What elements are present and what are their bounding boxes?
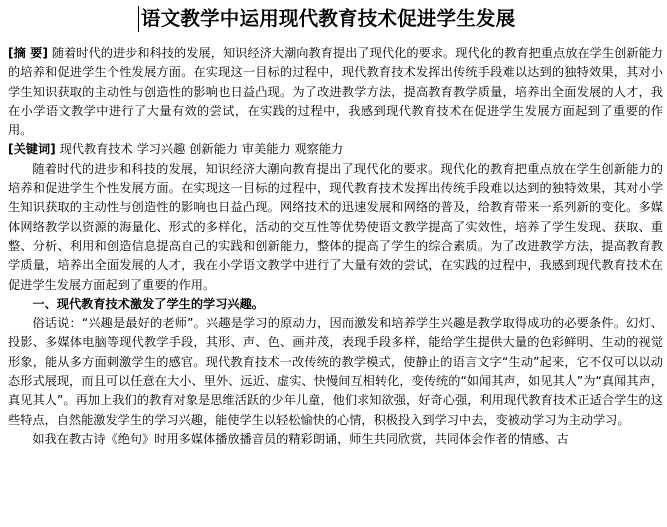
- document-title: 语文教学中运用现代教育技术促进学生发展: [141, 7, 516, 30]
- section-1-next-paragraph: 如我在教古诗《绝句》时用多媒体播放播音员的精彩朗诵，师生共同欣赏，共同体会作者的情感、古: [32, 431, 569, 446]
- section-1-paragraph: 俗话说：“兴趣是最好的老师”。兴趣是学习的原动力，因而激发和培养学生兴趣是教学取得成功的必要条件。幻灯、投影、多媒体电脑等现代教学手段，其形、声、色、画并茂，表现手段多样，能给学生提供大量的色彩鲜明、生动的视觉形象，能从多方面刺激学生的感官。现代教育技术一改传统的教学模式，使静止的语言文字“生动”起来，它不仅可以以动态形式展现，而且可以任意在大小、里外、远近、虚实、快慢间互相转化，变传统的“如闻其声，如见其人”为“真闻其声，真见其人”。再加上我们的教育对象是思维活跃的少年儿童，他们求知欲强，好奇心强，利用现代教育技术正适合学生的这些特点，自然能激发学生的学习兴趣，能使学生以轻松愉快的心情，积极投入到学习中去，变被动学习为主动学习。: [8, 316, 663, 427]
- keywords-paragraph: [8, 140, 663, 159]
- text-cursor: [138, 6, 139, 32]
- abstract-paragraph: [8, 44, 663, 140]
- abstract-text: 随着时代的进步和科技的发展，知识经济大潮向教育提出了现代化的要求。现代化的教育把重点放在学生创新能力的培养和促进学生个性发展方面。在实现这一目标的过程中，现代教育技术发挥出传统手段难以达到的独特效果，其对小学生知识获取的主动性与创造性的影响也日益凸现。为了改进教学方法，提高教育教学质量，培养出全面发展的人才，我在小学语文教学中进行了大量有效的尝试，在实践的过程中，我感到现代教育技术在促进学生发展方面起到了重要的作用。: [8, 46, 663, 138]
- title-row: [8, 0, 663, 44]
- keywords-text: 现代教育技术 学习兴趣 创新能力 审美能力 观察能力: [55, 142, 344, 157]
- section-1-heading: 一、现代教育技术激发了学生的学习兴趣。: [32, 296, 264, 311]
- abstract-label: [摘 要]: [8, 46, 48, 60]
- intro-paragraph: 随着时代的进步和科技的发展，知识经济大潮向教育提出了现代化的要求。现代化的教育把重点放在学生创新能力的培养和促进学生个性发展方面。在实现这一目标的过程中，现代教育技术发挥出传统手段难以达到的独特效果，其对小学生知识获取的主动性与创造性的影响也日益凸现。网络技术的迅速发展和网络的普及，给教育带来一系列新的变化。多媒体网络教学以资源的海量化、形式的多样化，活动的交互性等优势使语文教学提高了实效性，培养了学生发现、获取、重整、分析、利用和创造信息提高自己的实践和创新能力，整体的提高了学生的综合素质。为了改进教学方法，提高教育教学质量，培养出全面发展的人才，我在小学语文教学中进行了大量有效的尝试，在实践的过程中，我感到现代教育技术在促进学生发展方面起到了重要的作用。: [8, 161, 663, 292]
- keywords-label: [关键词]: [8, 142, 56, 157]
